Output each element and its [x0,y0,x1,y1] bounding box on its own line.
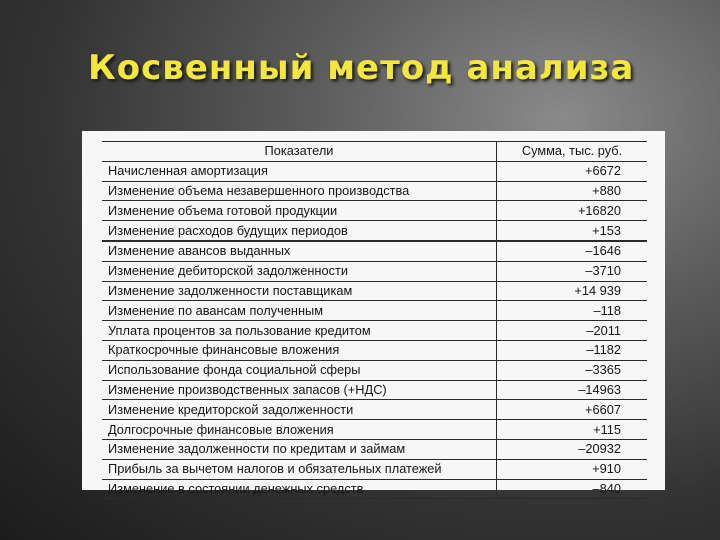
header-indicator: Показатели [102,142,497,162]
table-row [102,221,647,241]
row-label: Изменение кредиторской задолженности [102,400,497,420]
table-row [102,340,647,360]
table-header-row [102,142,647,162]
table-row [102,420,647,440]
row-label: Использование фонда социальной сферы [102,360,497,380]
row-label: Прибыль за вычетом налогов и обязательных платежей [102,459,497,479]
row-value: –3365 [497,360,648,380]
row-value: +6672 [497,161,648,181]
row-label: Изменение по авансам полученным [102,301,497,321]
row-value: –2011 [497,321,648,341]
table-row [102,281,647,301]
table-panel [82,131,665,496]
row-value: –20932 [497,439,648,459]
table-row [102,161,647,181]
row-label: Изменение объема готовой продукции [102,201,497,221]
row-value: –3710 [497,261,648,281]
table-row [102,479,647,499]
row-value: +153 [497,221,648,241]
table-row [102,181,647,201]
table-row [102,360,647,380]
row-label: Изменение объема незавершенного производства [102,181,497,201]
table-row [102,400,647,420]
row-value: –14963 [497,380,648,400]
row-value: +6607 [497,400,648,420]
row-value: –1646 [497,241,648,261]
row-label: Изменение задолженности по кредитам и займам [102,439,497,459]
table-row [102,439,647,459]
table-row [102,459,647,479]
header-amount: Сумма, тыс. руб. [497,142,648,162]
table-row [102,241,647,261]
row-label: Изменение производственных запасов (+НДС) [102,380,497,400]
row-value: –840 [497,479,648,499]
row-label: Начисленная амортизация [102,161,497,181]
row-value: –1182 [497,340,648,360]
row-label: Изменение задолженности поставщикам [102,281,497,301]
row-value: +14 939 [497,281,648,301]
table-row [102,261,647,281]
cash-flow-table [102,141,647,499]
table-row [102,201,647,221]
row-label: Изменение расходов будущих периодов [102,221,497,241]
table-row [102,321,647,341]
row-value: +910 [497,459,648,479]
table-row [102,380,647,400]
row-label: Долгосрочные финансовые вложения [102,420,497,440]
row-label: Изменение дебиторской задолженности [102,261,497,281]
slide-title: Косвенный метод анализа [88,48,635,88]
row-value: –118 [497,301,648,321]
row-value: +880 [497,181,648,201]
row-value: +16820 [497,201,648,221]
row-label: Изменение авансов выданных [102,241,497,261]
row-value: +115 [497,420,648,440]
table-row [102,301,647,321]
row-label: Уплата процентов за пользование кредитом [102,321,497,341]
row-label: Краткосрочные финансовые вложения [102,340,497,360]
row-label: Изменение в состоянии денежных средств [102,479,497,499]
